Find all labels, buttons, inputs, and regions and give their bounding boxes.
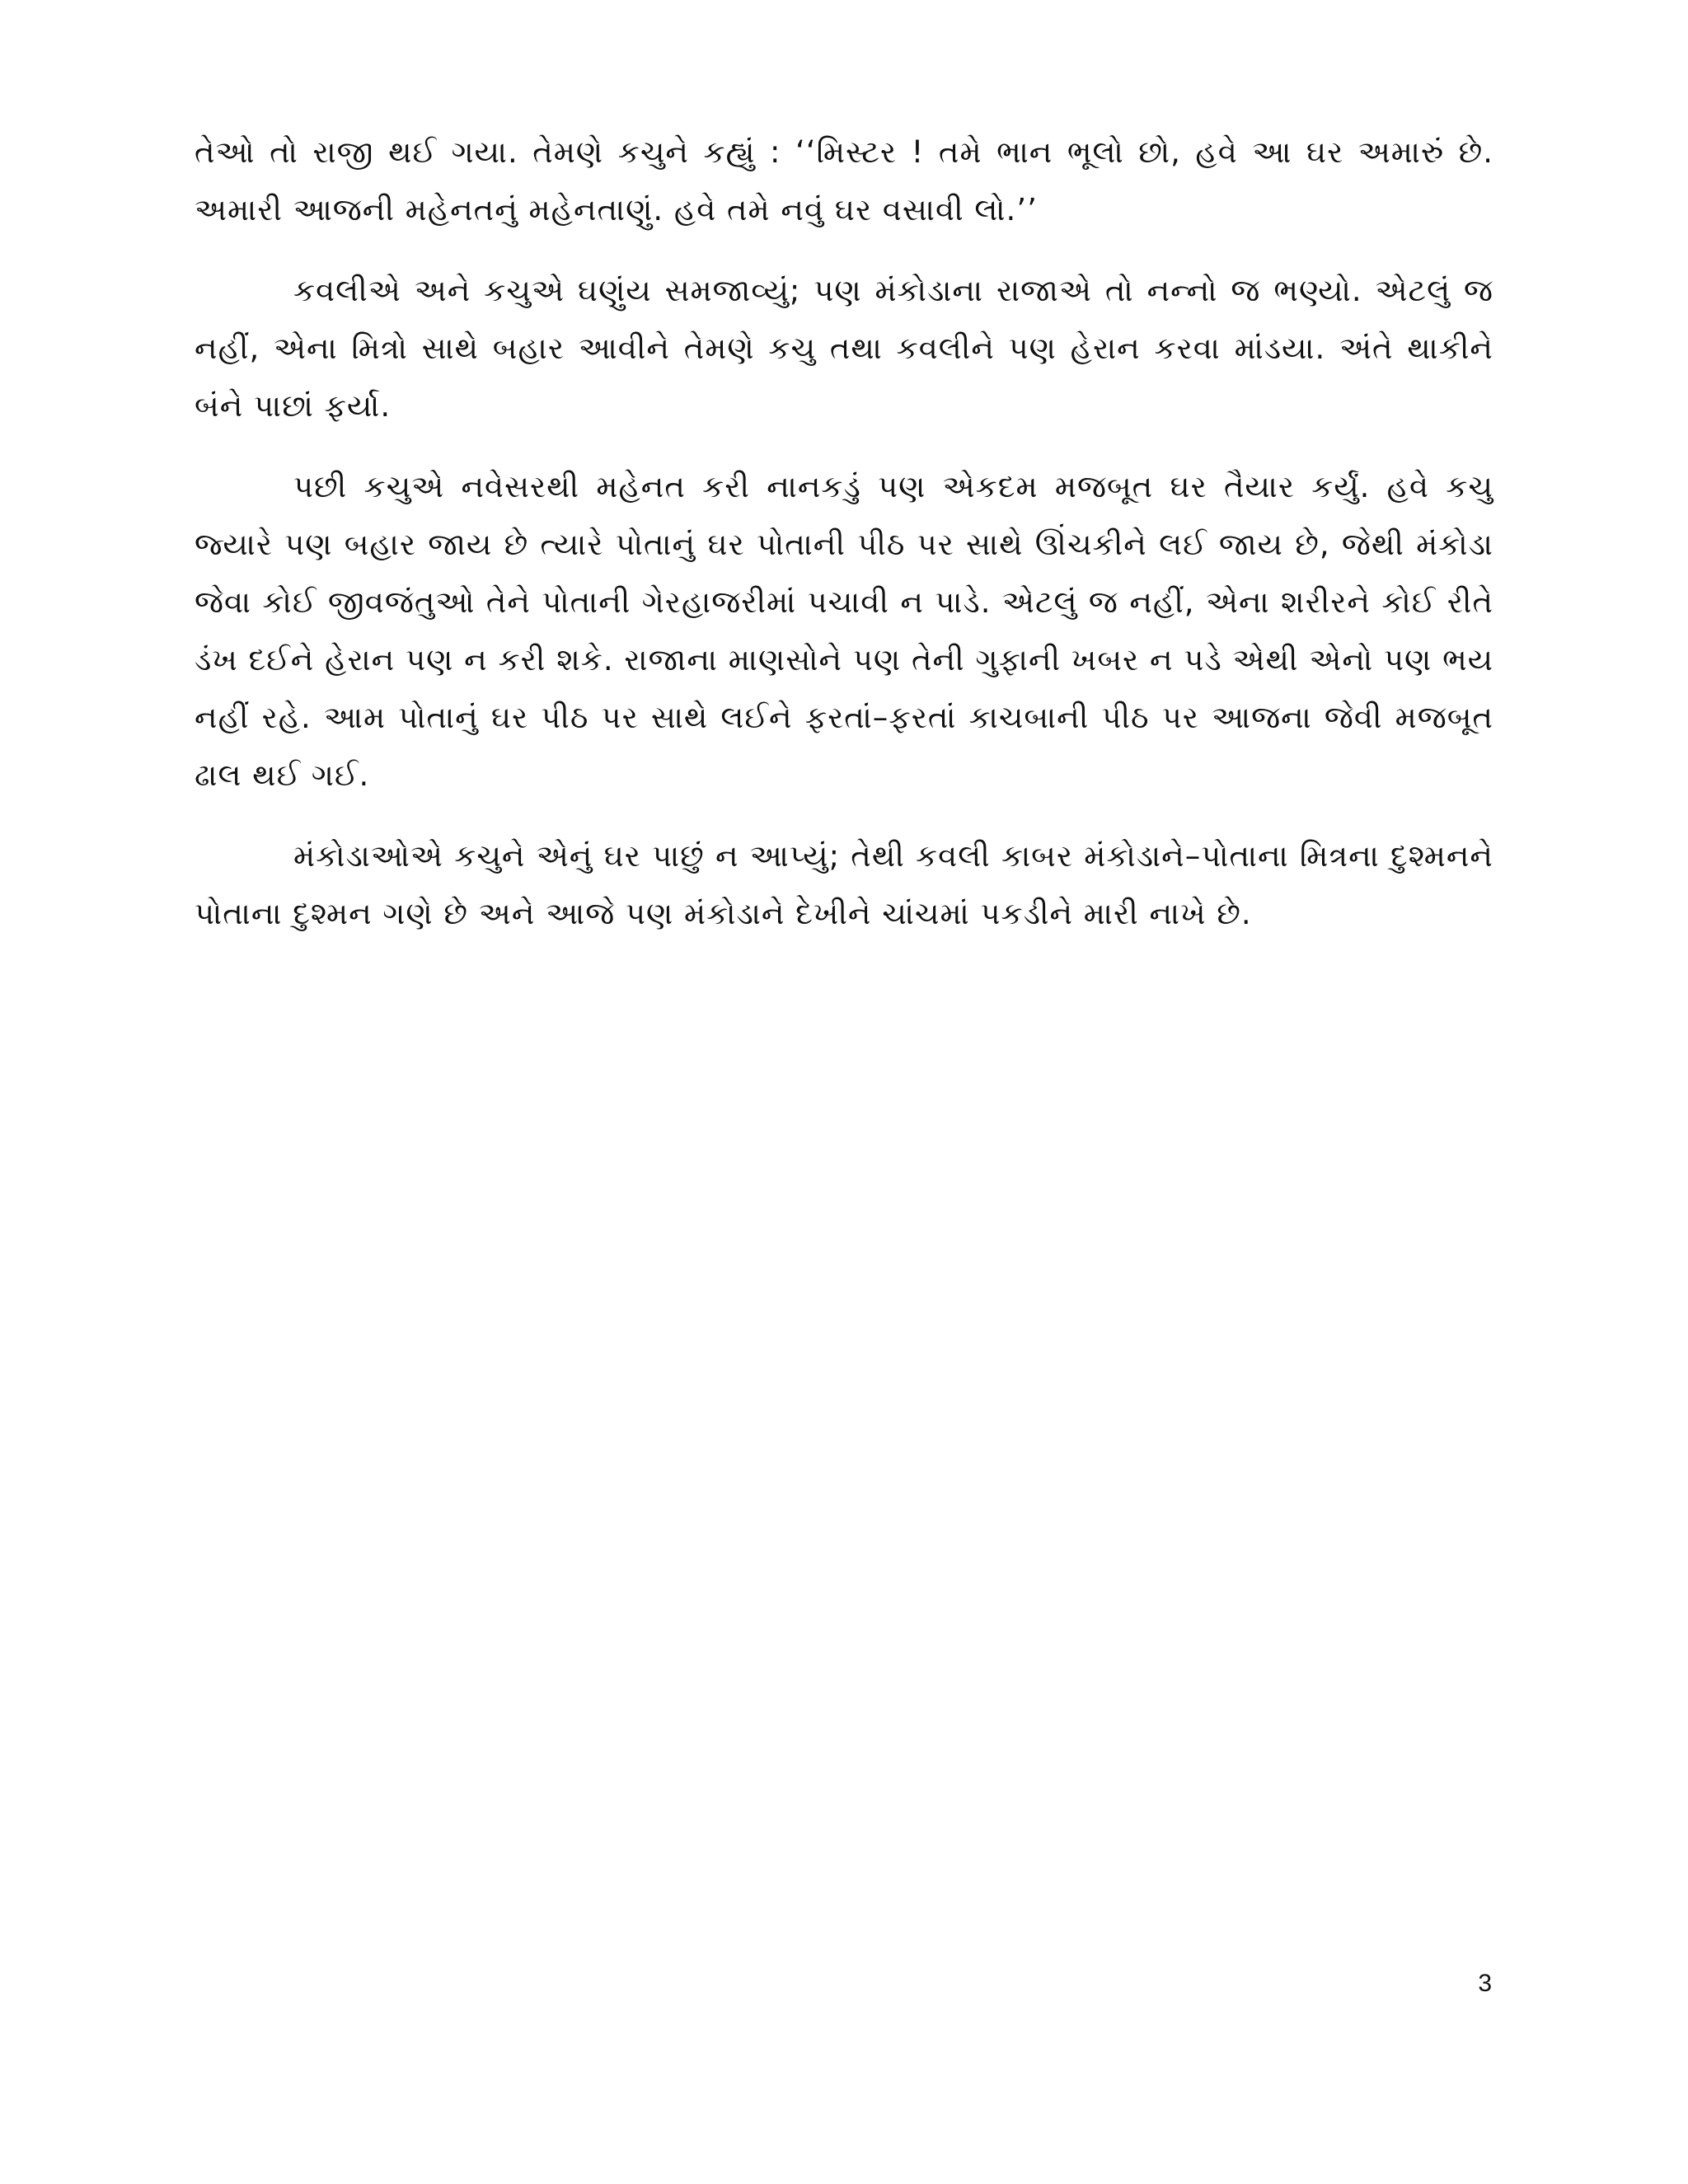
paragraph-3: પછી કચુએ નવેસરથી મહેનત કરી નાનકડું પણ એકદમ મજબૂત ઘર તૈયાર કર્યું. હવે કચુ જ્યારે પણ બહાર જાય છે ત્યારે પોતાનું ઘર પોતાની પીઠ પર સાથે ઊંચકીને લઈ જાય છે, જેથી મંકોડા જેવા કોઈ જીવજંતુઓ તેને પોતાની ગેરહાજરીમાં પચાવી ન પાડે. એટલું જ નહીં, એના શરીરને કોઈ રીતે ડંખ દઈને હેરાન પણ ન કરી શકે. રાજાના માણસોને પણ તેની ગુફાની ખબર ન પડે એથી એનો પણ ભય નહીં રહે. આમ પોતાનું ઘર પીઠ પર સાથે લઈને ફરતાં–ફરતાં કાચબાની પીઠ પર આજના જેવી મજબૂત ઢાલ થઈ ગઈ. (195, 469, 1493, 793)
paragraph-2: કવલીએ અને કચુએ ઘણુંય સમજાવ્યું; પણ મંકોડાના રાજાએ તો નન્નો જ ભણ્યો. એટલું જ નહીં, એના મિત્રો સાથે બહાર આવીને તેમણે કચુ તથા કવલીને પણ હેરાન કરવા માંડયા. અંતે થાકીને બંને પાછાં ફર્યા. (195, 273, 1493, 424)
paragraph-4: મંકોડાઓએ કચુને એનું ઘર પાછું ન આપ્યું; તેથી કવલી કાબર મંકોડાને–પોતાના મિત્રના દુશ્મનને પોતાના દુશ્મન ગણે છે અને આજે પણ મંકોડાને દેખીને ચાંચમાં પકડીને મારી નાખે છે. (195, 838, 1493, 931)
page-number: 3 (1478, 1970, 1492, 1997)
body-text (195, 124, 1493, 966)
paragraph-1: તેઓ તો રાજી થઈ ગયા. તેમણે કચુને કહ્યું : ‘‘મિસ્ટર ! તમે ભાન ભૂલો છો, હવે આ ઘર અમારું છે. અમારી આજની મહેનતનું મહેનતાણું. હવે તમે નવું ઘર વસાવી લો.’’ (195, 134, 1493, 227)
